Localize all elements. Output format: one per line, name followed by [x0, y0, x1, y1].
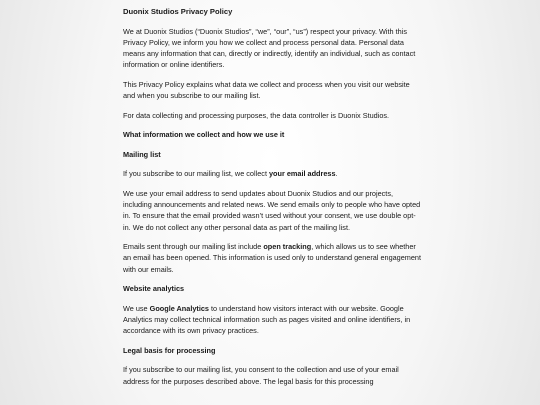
legal-basis-heading: Legal basis for processing [123, 345, 216, 355]
analytics-pre: We use [123, 303, 150, 313]
open-tracking-post: , which allows us to see whether an email has been opened. This information is used only to understand general engagement with our emails. [123, 242, 422, 274]
mailing-list-usage-paragraph: We use your email address to send updates about Duonix Studios and our projects, including announcements and related news. We send emails only to people who have opted in. To ensure that the email provided wasn’t used without your consent, we use double opt-in. We do not collect any other personal data as part of the mailing list. [123, 188, 421, 232]
google-analytics-emphasis: Google Analytics [149, 303, 209, 313]
intro-paragraph-2: This Privacy Policy explains what data we collect and process when you visit our website and when you subscribe to our mailing list. [123, 79, 410, 100]
intro-paragraph-3: For data collecting and processing purposes, the data controller is Duonix Studios. [123, 110, 390, 120]
open-tracking-emphasis: open tracking [263, 242, 312, 252]
mailing-list-intro [123, 168, 423, 179]
privacy-policy-document [123, 6, 423, 395]
legal-basis-paragraph: If you subscribe to our mailing list, you consent to the collection and use of your email address for the purposes described above. The legal basis for this processing [123, 365, 399, 386]
section-heading-info-collected: What information we collect and how we use it [123, 130, 285, 140]
email-address-emphasis: your email address [269, 169, 336, 179]
intro-paragraph-1: We at Duonix Studios (“Duonix Studios”, “we”, “our”, “us”) respect your privacy. With this Privacy Policy, we inform you how we collect and process personal data. Personal data means any information that can, directly or indirectly, identify an individual, such as contact information or online identifiers. [123, 26, 416, 70]
analytics-post: to understand how visitors interact with our website. Google Analytics may collect technical information such as pages visited and online identifiers, in accordance with its own privacy practices. [123, 303, 411, 336]
open-tracking-pre: Emails sent through our mailing list include [123, 242, 264, 252]
mailing-list-intro-end: . [335, 169, 338, 179]
website-analytics-heading: Website analytics [123, 284, 185, 294]
page-title: Duonix Studios Privacy Policy [123, 7, 233, 16]
open-tracking-paragraph [123, 241, 423, 275]
website-analytics-paragraph [123, 303, 423, 337]
mailing-list-heading: Mailing list [123, 149, 161, 159]
mailing-list-intro-text: If you subscribe to our mailing list, we collect [123, 169, 269, 179]
